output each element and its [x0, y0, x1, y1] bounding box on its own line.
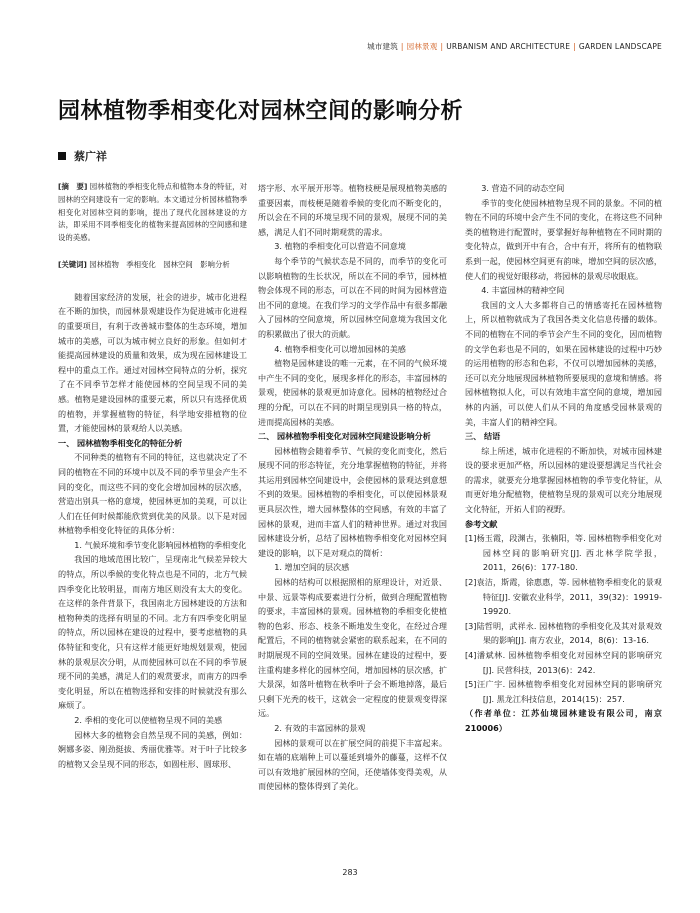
- column-right: [465, 181, 662, 736]
- keywords-label: [关键词]: [58, 259, 87, 269]
- subheading: 1. 气候环境和季节变化影响园林植物的季相变化: [74, 539, 247, 550]
- header-category: 城市建筑: [367, 42, 398, 51]
- subheading: 3. 植物的季相变化可以营造不同意境: [274, 241, 406, 252]
- header-english-2: GARDEN LANDSCAPE: [578, 42, 662, 51]
- section-heading-2: 二、 园林植物季相变化对园林空间建设影响分析: [258, 431, 431, 442]
- keywords: [58, 259, 247, 272]
- paragraph: 园林的景观可以在扩展空间的前提下丰富起来。如在墙的底端种上可以蔓延到墙外的藤蔓，这样不仅可以有效地扩展园林的空间，还使墙体变得美观，从而使园林的整体得到了美化。: [258, 737, 447, 792]
- paragraph: 我国的地域范围比较广，呈现南北气候差异较大的特点，所以季候的变化特点也是不同的，北方气候四季变化比较明显，而南方地区则没有太大的变化。在这样的条件背景下，我国南北方园林建设的方法和植物种类的选择有明显的不同。北方有四季变化明显的特点，所以园林在建设的过程中，要考虑植物的具体特征和变化，只有这样才能更好地规划景观，使园林的景观层次分明，从而使园林可以在不同的季节展现不同的美感，满足人们的观赏要求，而南方的四季变化明显，所以在植物选择和安排的时候就没有那么麻烦了。: [58, 554, 247, 711]
- references-title: 参考文献: [465, 518, 498, 529]
- author-affiliation: （作者单位：江苏仙境园林建设有限公司，南京 210006）: [465, 708, 662, 733]
- subheading: 3. 营造不同的动态空间: [481, 183, 565, 193]
- reference-item: [3]陆哲明，武祥永. 园林植物的季相变化及其对景观效果的影响[J]. 南方农业，2014，8(6)：13-16.: [465, 620, 662, 646]
- header-subcategory: 园林景观: [406, 42, 438, 51]
- author-bullet-icon: [58, 152, 66, 160]
- author-line: [58, 148, 107, 164]
- column-middle: [258, 181, 447, 794]
- subheading: 2. 季相的变化可以使植物呈现不同的美感: [74, 715, 223, 725]
- subheading: 2. 有效的丰富园林的景观: [274, 722, 366, 733]
- paragraph: 园林的结构可以根据照相的原理设计，对近景、中景、远景等构成要素进行分析，做到合理配置植物的要求，丰富园林的景观。园林植物的季相变化使植物的色彩、形态、枝条不断地发生变化，在经过合理配置后，不同的植物就会紧密的联系起来，在不同的时期展现不同的空间效果。园林在建设的过程中，要注重构建多样化的园林空间，增加园林的层次感，扩大景深，如落叶植物在秋季叶子会不断地掉落，最后只剩下光秃的枝干，这就会一定程度的使景观变得深远。: [258, 577, 447, 719]
- intro-paragraph: 随着国家经济的发展，社会的进步，城市化进程在不断的加快，而园林景观建设作为促进城市化进程的重要项目，有利于改善城市整体的生态环境，增加城市的美感，可以为城市树立良好的形象。但如何才能提高园林建设的质量和效果，成为现在园林建设工程中的重点工作。通过对园林空间特点的分析，探究了在不同季节怎样才能使园林的空间呈现不同的美感。植物是建设园林的重要元素，所以只有选择优质的植物，并掌握植物的特征，科学地安排植物的位置，才能使园林的景观给人以美感。: [58, 291, 247, 434]
- references-list: [465, 531, 662, 706]
- header-english-1: URBANISM AND ARCHITECTURE: [446, 42, 571, 51]
- abstract: [58, 181, 247, 245]
- article-title: 园林植物季相变化对园林空间的影响分析: [58, 99, 464, 124]
- abstract-label: [摘 要]: [58, 182, 88, 191]
- section-heading-3: 三、 结语: [465, 431, 501, 442]
- paragraph: 季节的变化使园林植物呈现不同的景象。不同的植物在不同的环境中会产生不同的变化，在将这些不同种类的植物进行配置时，要掌握好每种植物在不同时期的变化特点，做到开中有合，合中有开，将所有的植物联系到一起，使园林空间更有韵味，增加空间的层次感，使人们的视觉好眼移动，将园林的景观尽收眼底。: [465, 197, 662, 281]
- paragraph: 综上所述，城市化进程的不断加快，对城市园林建设的要求更加严格，所以园林的建设要想满足当代社会的需求，就要充分地掌握园林植物的季节变化特征，从而更好地分配植物，使植物呈现的景观可以充分地展现文化特征，开拓人们的视野。: [465, 445, 662, 515]
- subheading: 1. 增加空间的层次感: [274, 562, 350, 573]
- paragraph: 园林植物会随着季节、气候的变化而变化，然后展现不同的形态特征，充分地掌握植物的特征，并将其运用到园林空间建设中，会使园林的景观达到意想不到的效果。园林植物的季相变化，可以使园林景观更具层次性，增大园林整体的空间感，有效的丰富了园林的景观，进而丰富人们的精神世界。通过对我国园林建设分析，总结了园林植物季相变化对园林空间建设的影响，以下是对观点的简析：: [258, 445, 447, 558]
- keywords-text: 园林植物 季相变化 园林空间 影响分析: [89, 259, 230, 269]
- paragraph: 植物是园林建设的唯一元素，在不同的气候环境中产生不同的变化，展现多样化的形态，丰富园林的景观，使园林的景观更加诗意化。园林的植物经过合理的分配，可以在不同的时期呈现别具一格的特点，进而提高园林的美感。: [258, 358, 447, 427]
- paragraph: 不同种类的植物有不同的特征，这也就决定了不同的植物在不同的环境中以及不同的季节里会产生不同的变化，而这些不同的变化会增加园林的层次感，营造出别具一格的意境，使园林更加的美观，可以让人们在任何时候都能欣赏到优美的风景。以下是对园林植物季相变化特征的具体分析：: [58, 452, 247, 536]
- page-number: 283: [342, 868, 358, 877]
- reference-item: [2]袁洁，斯霞，徐惠惠，等. 园林植物季相变化的景观特征[J]. 安徽农业科学，2011，39(32)：19919-19920.: [465, 577, 662, 617]
- paragraph: 我国的文人大多都将自己的情感寄托在园林植物上，所以植物就成为了我国各类文化信息传播的载体。不同的植物在不同的季节会产生不同的变化，因而植物的文学色彩也是不同的，如果在园林建设的过程中巧妙的运用植物的形态和色彩，不仅可以增加园林的美感，还可以充分地展现园林植物所要展现的意境和情感。将园林植物拟人化，可以有效地丰富空间的意境，增加园林的内涵，可以使人们从不同的角度感受园林景观的美，丰富人们的精神空间。: [465, 299, 662, 427]
- abstract-text: 园林植物的季相变化特点和植物本身的特征，对园林的空间建设有一定的影响。本文通过分析园林植物季相变化对园林空间的影响，提出了现代化园林建设的方法，即采用不同季相变化的植物来提高园林的空间感和建设的美感。: [58, 182, 247, 243]
- running-header: 城市建筑 | 园林景观 | URBANISM AND ARCHITECTURE | GARDEN LANDSCAPE: [367, 42, 662, 51]
- paragraph: 园林大多的植物会自然呈现不同的美感，例如：婀娜多姿、刚劲挺拔、秀丽优雅等。对于叶子比较多的植物又会呈现不同的形态，如圆柱形、圆球形、: [58, 729, 247, 769]
- column-left: [58, 181, 247, 771]
- reference-item: [1]杨玉霞，段渊古，张楠阳，等. 园林植物季相变化对园林空间的影响研究[J]. 西北林学院学报，2011，26(6)：177-180.: [465, 533, 662, 573]
- reference-item: [5]汪广宇. 园林植物季相变化对园林空间的影响研究[J]. 黑龙江科技信息，2014(15)：257.: [465, 679, 662, 704]
- section-heading-1: 一、 园林植物季相变化的特征分析: [58, 437, 183, 448]
- reference-item: [4]潘斌林. 园林植物季相变化对园林空间的影响研究[J]. 民营科技，2013(6)：242.: [465, 650, 662, 675]
- subheading: 4. 植物季相变化可以增加园林的美感: [274, 343, 406, 354]
- paragraph: 塔字形、水平展开形等。植物枝梗是展现植物美感的重要因素，而枝梗是随着季候的变化而不断变化的，所以会在不同的环境呈现不同的景观，展现不同的美感，满足人们不同时期观赏的需求。: [258, 183, 447, 237]
- paragraph: 每个季节的气候状态是不同的，而季节的变化可以影响植物的生长状况，所以在不同的季节，园林植物会体现不同的形态，可以在不同的时间为园林营造出不同的意境。在我们学习的文学作品中有很多都融入了园林的空间意境，所以园林空间意境为我国文化的积累做出了很大的贡献。: [258, 255, 447, 339]
- subheading: 4. 丰富园林的精神空间: [481, 285, 565, 296]
- author-name: 蔡广祥: [74, 150, 107, 163]
